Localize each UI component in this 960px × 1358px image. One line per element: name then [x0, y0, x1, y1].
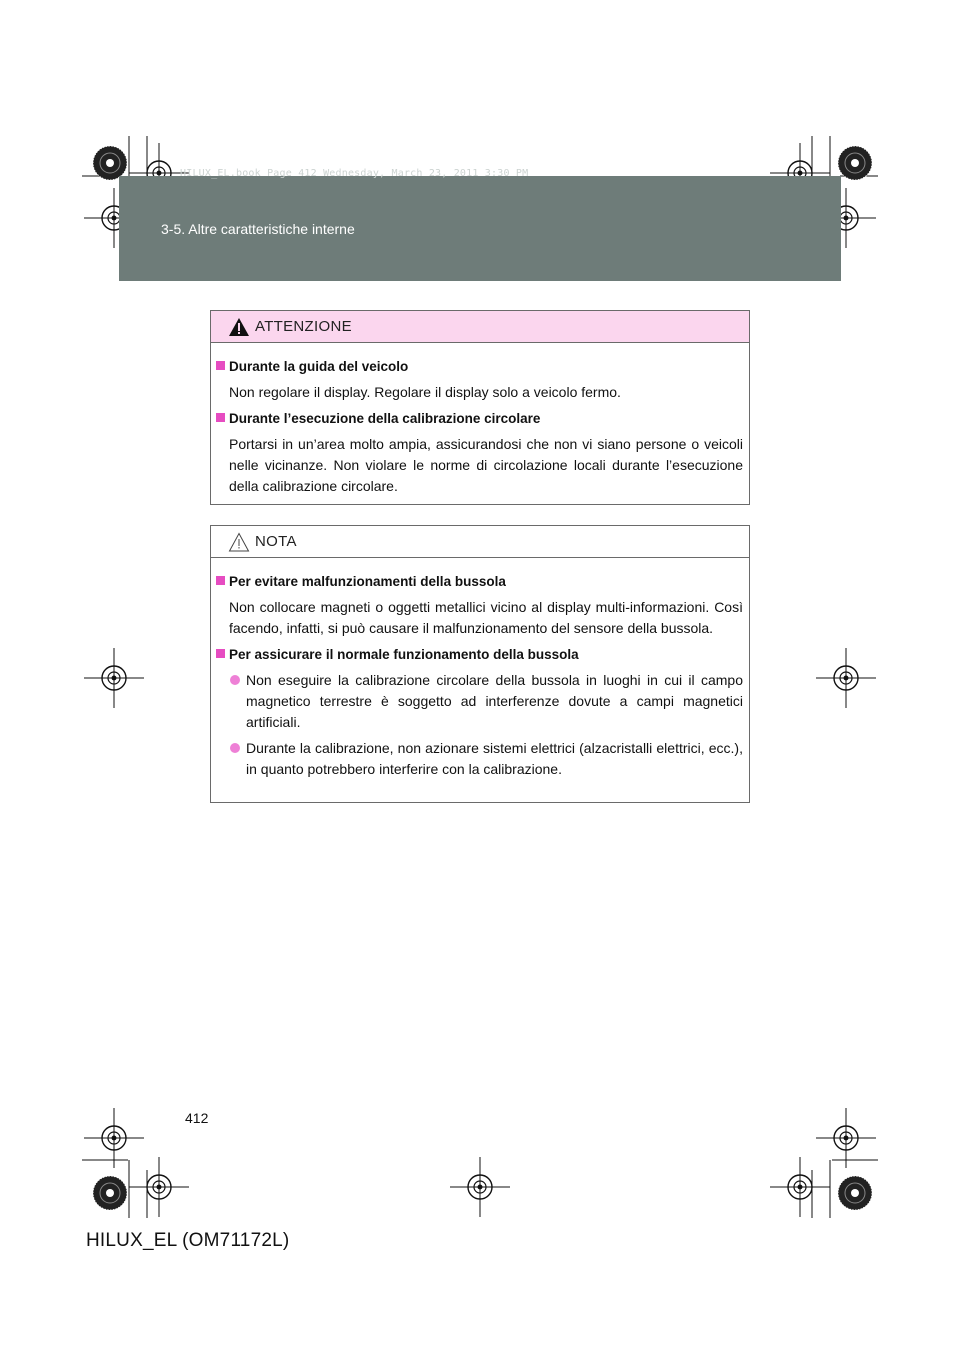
- circle-bullet-icon: [230, 743, 240, 753]
- notice-box: [210, 525, 750, 803]
- square-bullet-icon: [216, 649, 225, 658]
- notice-item-heading: Per evitare malfunzionamenti della bussola: [216, 571, 743, 592]
- book-stamp: HILUX_EL.book Page 412 Wednesday, March 23, 2011 3:30 PM: [180, 168, 529, 179]
- warning-box-body: [211, 343, 749, 497]
- notice-bullet: Durante la calibrazione, non azionare sistemi elettrici (alzacristalli elettrici, ecc.), in quanto potrebbero interferire con la calibrazione.: [216, 738, 743, 780]
- warning-box: [210, 310, 750, 505]
- notice-box-body: [211, 558, 749, 780]
- caution-outline-icon: [228, 532, 250, 552]
- square-bullet-icon: [216, 576, 225, 585]
- square-bullet-icon: [216, 361, 225, 370]
- section-title: 3-5. Altre caratteristiche interne: [161, 221, 355, 237]
- warning-box-header: [211, 311, 749, 343]
- notice-item-heading: Per assicurare il normale funzionamento della bussola: [216, 644, 743, 665]
- square-bullet-icon: [216, 413, 225, 422]
- warning-item-heading: Durante la guida del veicolo: [216, 356, 743, 377]
- warning-triangle-icon: [228, 317, 250, 337]
- warning-item-heading: Durante l’esecuzione della calibrazione circolare: [216, 408, 743, 429]
- warning-box-label: ATTENZIONE: [255, 318, 352, 335]
- footer-document-code: HILUX_EL (OM71172L): [86, 1230, 290, 1251]
- circle-bullet-icon: [230, 675, 240, 685]
- notice-bullet: Non eseguire la calibrazione circolare della bussola in luoghi in cui il campo magnetico terrestre è soggetto ad interferenze dovute a campi magnetici artificiali.: [216, 670, 743, 733]
- notice-box-header: [211, 526, 749, 558]
- notice-box-label: NOTA: [255, 533, 297, 550]
- notice-item-text: Non collocare magneti o oggetti metallici vicino al display multi-informazioni. Così facendo, infatti, si può causare il malfunzionamento del sensore della bussola.: [229, 599, 743, 636]
- page-number: 412: [185, 1110, 209, 1126]
- warning-item-text: Non regolare il display. Regolare il display solo a veicolo fermo.: [229, 384, 621, 400]
- warning-item-text: Portarsi in un’area molto ampia, assicurandosi che non vi siano persone o veicoli nelle vicinanze. Non violare le norme di circolazione locali durante l’esecuzione della calibrazione circolare.: [229, 436, 743, 494]
